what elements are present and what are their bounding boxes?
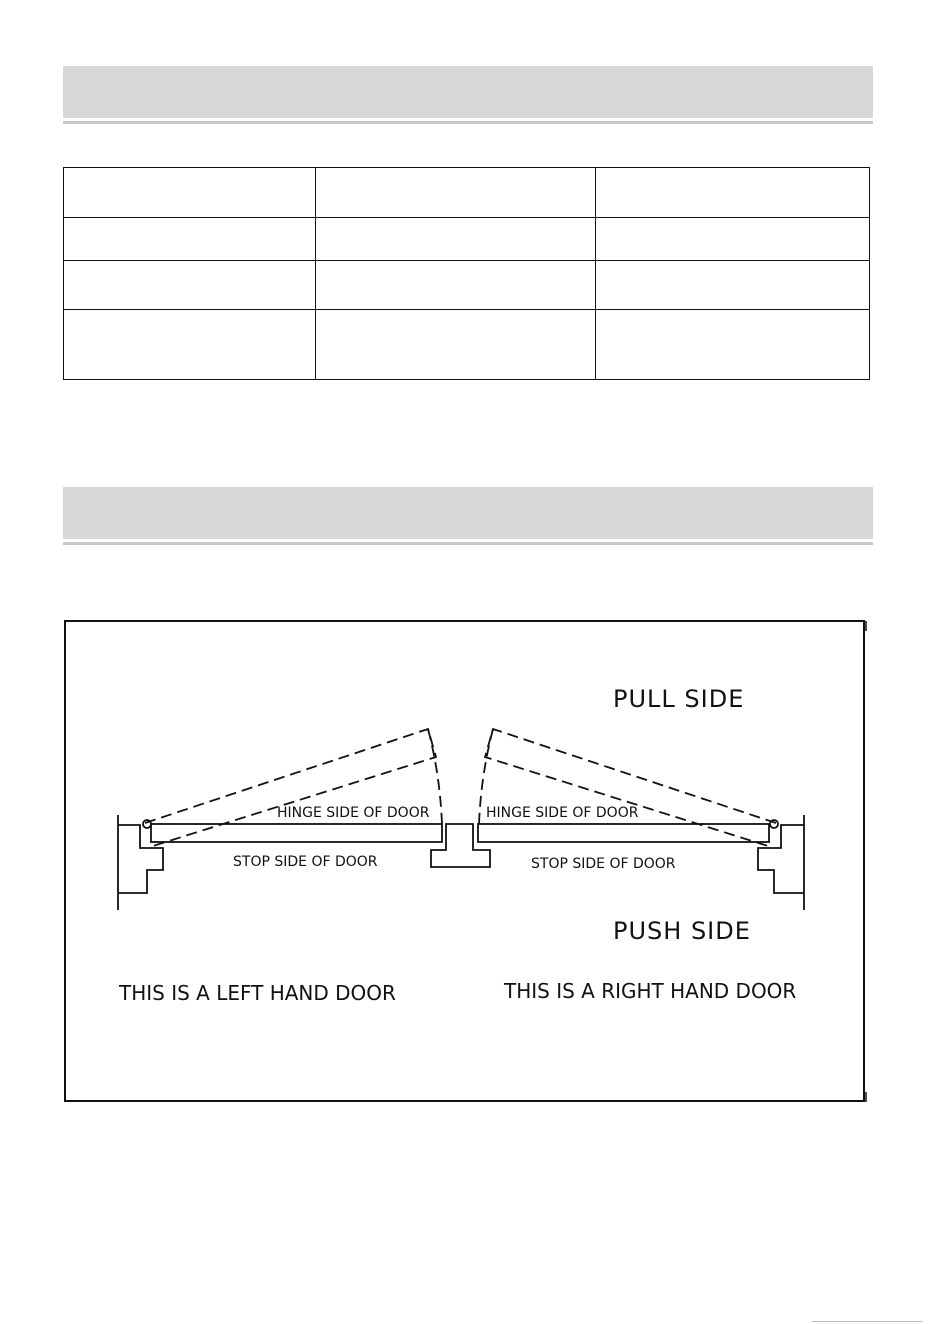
page-corner-mark (812, 1321, 922, 1322)
push-side-label: PUSH SIDE (613, 917, 751, 945)
left-hinge-side-label: HINGE SIDE OF DOOR (277, 805, 430, 821)
right-hand-door-caption: THIS IS A RIGHT HAND DOOR (504, 979, 797, 1003)
left-hinge-pivot (143, 820, 151, 828)
right-hinge-side-label: HINGE SIDE OF DOOR (486, 805, 639, 821)
left-door-swing (145, 729, 436, 846)
right-door-swing (485, 729, 776, 846)
left-stop-side-label: STOP SIDE OF DOOR (233, 854, 378, 870)
pull-side-label: PULL SIDE (613, 685, 745, 713)
center-stop (431, 824, 490, 867)
left-hand-door-caption: THIS IS A LEFT HAND DOOR (119, 981, 396, 1005)
left-swing-arc (428, 729, 442, 824)
left-jamb (118, 825, 163, 893)
right-stop-side-label: STOP SIDE OF DOOR (531, 856, 676, 872)
right-jamb (758, 825, 804, 893)
right-hinge-pivot (770, 820, 778, 828)
